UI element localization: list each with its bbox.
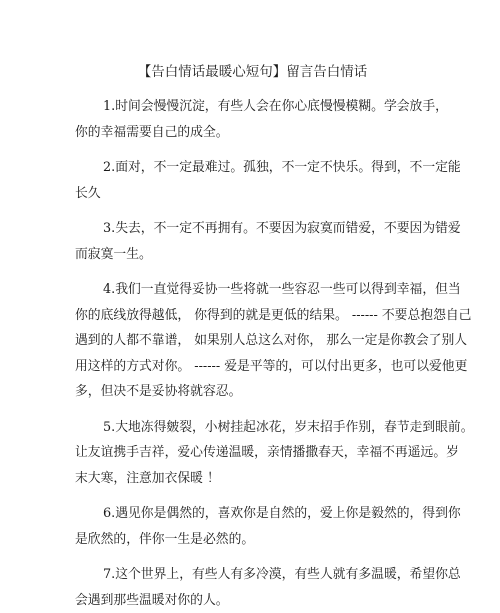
paragraph-line: 3.失去，不一定不再拥有。不要因为寂寞而错爱，不要因为错爱 [75,216,430,242]
paragraph-7 [75,562,430,613]
paragraph-line: 6.遇见你是偶然的，喜欢你是自然的，爱上你是毅然的，得到你 [75,501,430,527]
paragraph-line: 多，但决不是妥协将就容忍。 [75,379,430,405]
paragraph-2 [75,155,430,206]
paragraph-line: 末大寒，注意加衣保暖 ！ [75,466,430,492]
paragraph-line: 你的幸福需要自己的成全。 [75,120,430,146]
paragraph-line: 1.时间会慢慢沉淀，有些人会在你心底慢慢模糊。学会放手， [75,94,430,120]
paragraph-line: 让友谊携手吉祥，爱心传递温暖，亲情播撒春天，幸福不再遥远。岁 [75,440,430,466]
paragraph-line: 5.大地冻得皴裂，小树挂起冰花，岁末招手作别，春节走到眼前。 [75,415,430,441]
paragraph-4 [75,277,430,405]
paragraph-3 [75,216,430,267]
paragraph-line: 你的底线放得越低， 你得到的就是更低的结果。 ------ 不要总抱怨自己 [75,303,430,329]
paragraph-line: 用这样的方式对你。 ------ 爱是平等的，可以付出更多，也可以爱他更 [75,354,430,380]
paragraph-line: 7.这个世界上，有些人有多冷漠，有些人就有多温暖，希望你总 [75,562,430,588]
document-title: 【告白情话最暖心短句】留言告白情话 [75,62,430,82]
paragraph-5 [75,415,430,492]
paragraph-line: 遇到的人都不靠谱， 如果别人总这么对你， 那么一定是你教会了别人 [75,328,430,354]
paragraph-line: 长久 [75,181,430,207]
paragraph-line: 4.我们一直觉得妥协一些将就一些容忍一些可以得到幸福，但当 [75,277,430,303]
paragraph-line: 2.面对，不一定最难过。孤独，不一定不快乐。得到，不一定能 [75,155,430,181]
paragraph-6 [75,501,430,552]
paragraph-line: 是欣然的，伴你一生是必然的。 [75,527,430,553]
paragraph-line: 而寂寞一生。 [75,242,430,268]
paragraph-1 [75,94,430,145]
paragraph-line: 会遇到那些温暖对你的人。 [75,588,430,613]
